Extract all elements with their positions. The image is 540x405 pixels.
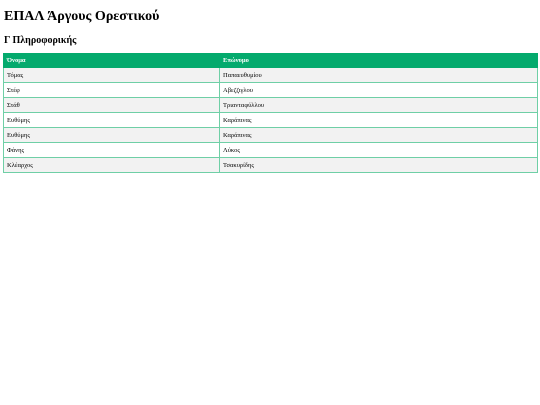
cell-last-name: Καράπινας bbox=[220, 113, 538, 128]
cell-first-name: Ευθύμης bbox=[4, 113, 220, 128]
table-row bbox=[4, 143, 538, 158]
cell-first-name: Στέφ bbox=[4, 83, 220, 98]
cell-last-name: Τριανταφύλλου bbox=[220, 98, 538, 113]
cell-first-name: Κλέαρχος bbox=[4, 158, 220, 173]
table-row bbox=[4, 128, 538, 143]
page-title: ΕΠΑΛ Άργους Ορεστικού bbox=[4, 9, 160, 24]
cell-last-name: Τσακυρίδης bbox=[220, 158, 538, 173]
table-header bbox=[4, 54, 538, 68]
cell-last-name: Καράπινας bbox=[220, 128, 538, 143]
table-row bbox=[4, 83, 538, 98]
table-header-row bbox=[4, 54, 538, 68]
class-subtitle: Γ Πληροφορικής bbox=[4, 35, 77, 46]
cell-first-name: Ευθύμης bbox=[4, 128, 220, 143]
table-row bbox=[4, 98, 538, 113]
column-header-first-name: Όνομα bbox=[4, 54, 220, 68]
cell-first-name: Φάνης bbox=[4, 143, 220, 158]
cell-last-name: Αβεζζιγλου bbox=[220, 83, 538, 98]
cell-last-name: Λύκος bbox=[220, 143, 538, 158]
table-body bbox=[4, 68, 538, 173]
column-header-last-name: Επώνυμο bbox=[220, 54, 538, 68]
cell-first-name: Στάθ bbox=[4, 98, 220, 113]
table-row bbox=[4, 158, 538, 173]
table-row bbox=[4, 68, 538, 83]
table-row bbox=[4, 113, 538, 128]
students-table bbox=[3, 53, 538, 173]
cell-last-name: Παπαευθυμίου bbox=[220, 68, 538, 83]
cell-first-name: Τόμας bbox=[4, 68, 220, 83]
